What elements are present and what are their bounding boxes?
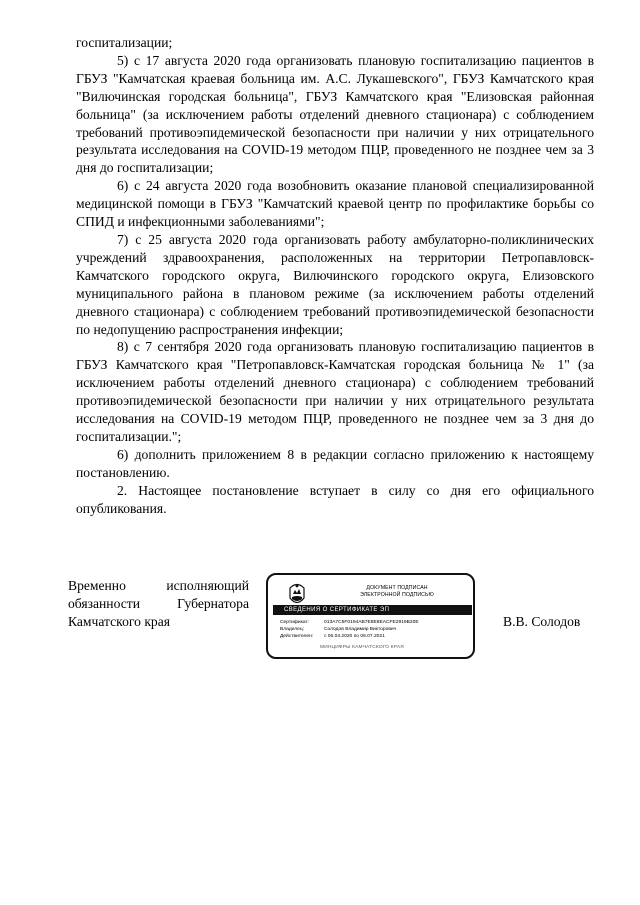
stamp-title-bar: СВЕДЕНИЯ О СЕРТИФИКАТЕ ЭП xyxy=(273,605,472,615)
signer-position-line: Камчатского края xyxy=(68,613,171,629)
stamp-header-line: ЭЛЕКТРОННОЙ ПОДПИСЬЮ xyxy=(360,592,434,598)
paragraph-continuation: госпитализации; xyxy=(76,35,173,50)
signer-position-word: обязанности xyxy=(68,595,140,611)
stamp-label: Владелец: xyxy=(280,627,304,632)
signer-position-word: исполняющий xyxy=(166,578,249,593)
stamp-footer: МИНЦИФРЫ КАМЧАТСКОГО КРАЯ xyxy=(320,645,404,650)
electronic-signature-stamp xyxy=(266,573,475,659)
stamp-header xyxy=(328,585,466,599)
stamp-label: Сертификат: xyxy=(280,620,310,625)
stamp-value: с 06.04.2020 по 06.07.2021 xyxy=(324,634,385,639)
paragraph-item-8: 8) с 7 сентября 2020 года организовать плановую госпитализацию пациентов в ГБУЗ Камчатского края "Петропавловск-Камчатская городская больница № 1" (за исключением работы отделений дневного стационара) с соблюдением требований противоэпидемической безопасности при наличии у них отрицательного результата исследования на COVID-19 методом ПЦР, проведенного не позднее чем за 3 дня до госпитализации."; xyxy=(76,339,594,444)
signer-position xyxy=(68,577,249,631)
stamp-header-line: ДОКУМЕНТ ПОДПИСАН xyxy=(366,585,428,591)
stamp-label: Действителен: xyxy=(280,634,314,639)
stamp-row-certificate xyxy=(280,619,470,626)
paragraph-entry-into-force: 2. Настоящее постановление вступает в силу со дня его официального опубликования. xyxy=(76,482,594,516)
stamp-row-validity xyxy=(280,633,470,640)
paragraph-item-7: 7) с 25 августа 2020 года организовать работу амбулаторно-поликлинических учреждений здравоохранения, расположенных на территории Петропавловск-Камчатского городского округа, Вилючинского городского округа, Елизовского муниципального района в плановом режиме (за исключением работы отделений дневного стационара) с соблюдением требований противоэпидемической безопасности по недопущению распространения инфекции; xyxy=(76,231,594,337)
signer-name: В.В. Солодов xyxy=(503,614,581,629)
stamp-row-owner xyxy=(280,626,470,633)
stamp-details xyxy=(280,619,470,640)
paragraph-item-6: 6) с 24 августа 2020 года возобновить оказание плановой специализированной медицинской помощи в ГБУЗ "Камчатский краевой центр по профилактике борьбы со СПИД и инфекционными заболеваниями"; xyxy=(76,178,594,230)
signer-position-word: Губернатора xyxy=(177,595,249,611)
paragraph-appendix: 6) дополнить приложением 8 в редакции согласно приложению к настоящему постановлению. xyxy=(76,446,594,480)
paragraph-item-5: 5) с 17 августа 2020 года организовать плановую госпитализацию пациентов в ГБУЗ "Камчатская краевая больница им. А.С. Лукашевского", ГБУЗ Камчатского края "Вилючинская городская больница", ГБУЗ Камчатского края "Елизовская районная больница" (за исключением работы отделений дневного стационара) с соблюдением требований противоэпидемической безопасности при наличии у них отрицательного результата исследования на COVID-19 методом ПЦР, проведенного не позднее чем за 3 дня до госпитализации; xyxy=(76,52,594,176)
stamp-value: Солодов Владимир Викторович xyxy=(324,627,397,632)
signer-position-word: Временно xyxy=(68,578,126,593)
stamp-value: 013A7C5F0194AB7E8E8EACFE2919B20E xyxy=(324,620,419,625)
